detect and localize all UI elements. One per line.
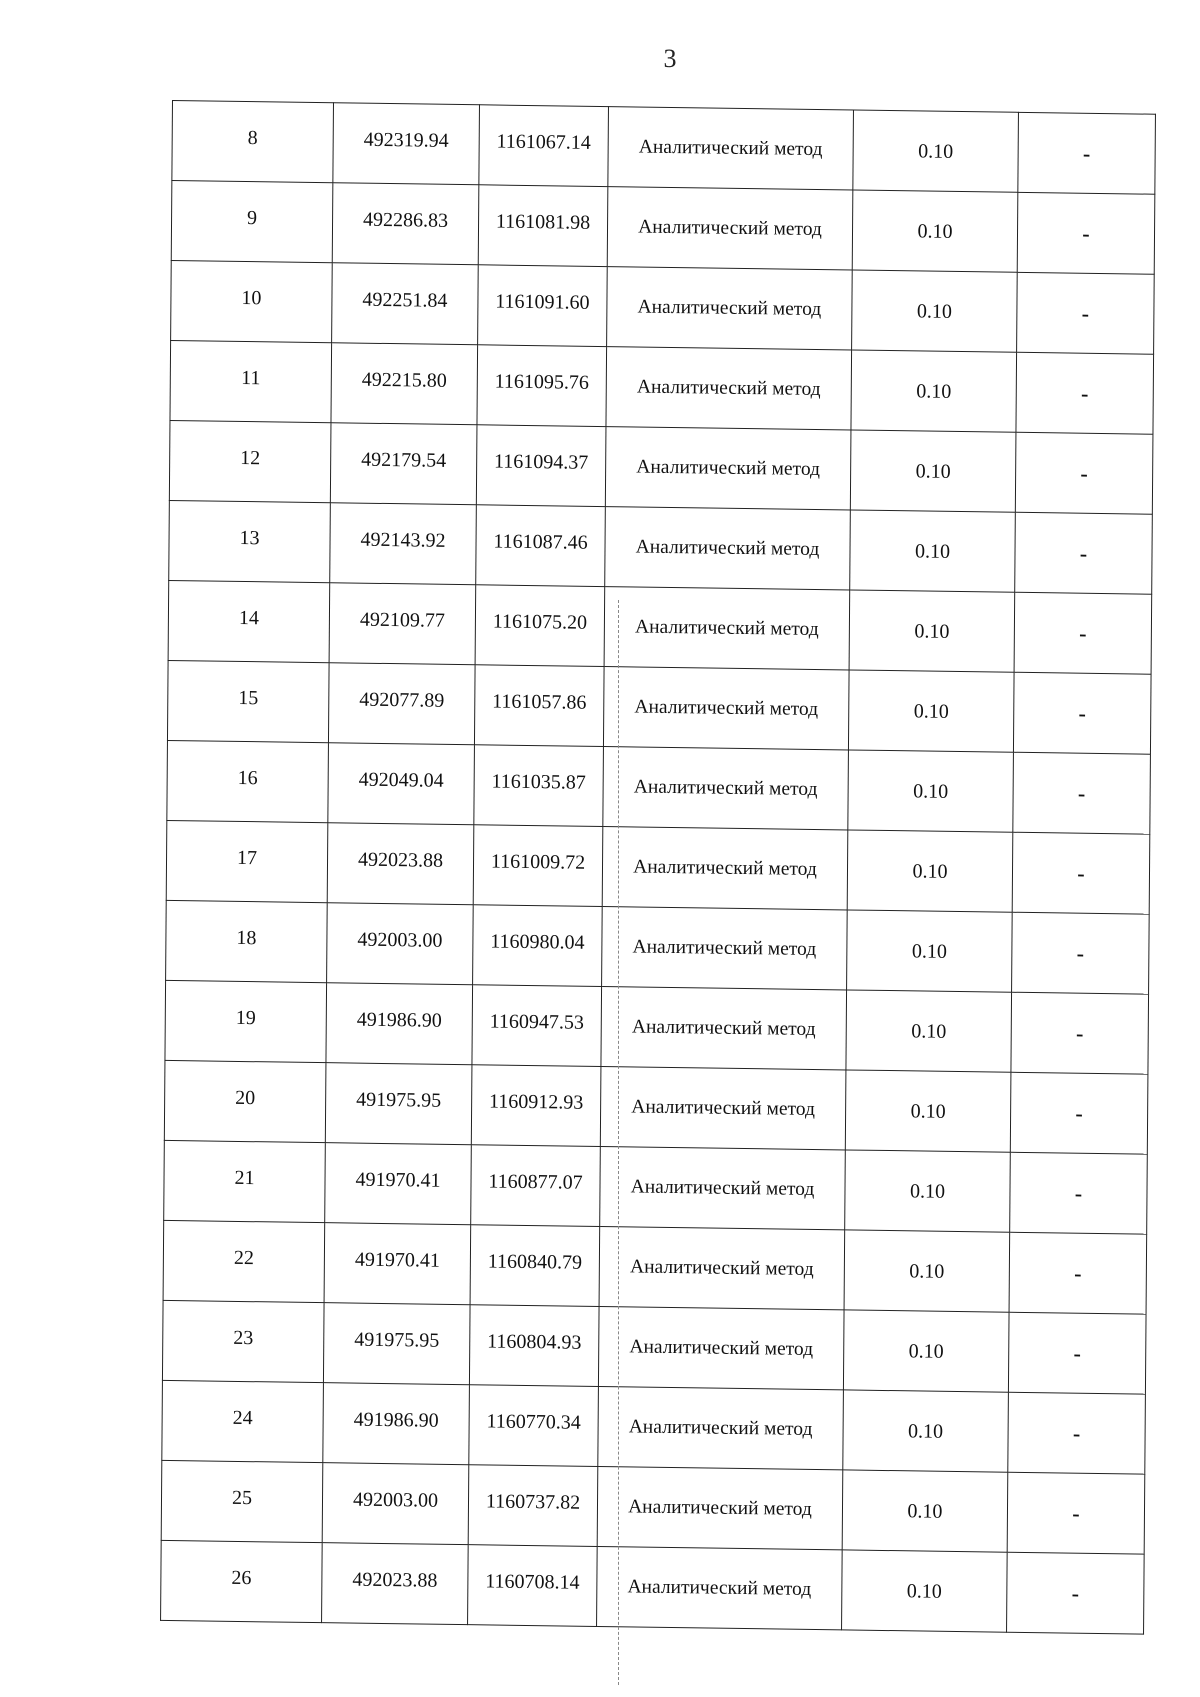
accuracy-cell: 0.10 [845,1070,1011,1152]
accuracy-cell: 0.10 [843,1310,1009,1392]
coord-y-cell: 1161087.46 [476,505,606,587]
coord-y-cell: 1160804.93 [469,1305,599,1387]
point-number-cell: 26 [161,1540,323,1622]
coord-x-cell: 492003.00 [322,1463,469,1545]
description-cell: - [1011,992,1149,1074]
method-cell: Аналитический метод [597,1546,843,1629]
table-row [165,980,1149,1074]
coord-y-cell: 1160840.79 [470,1225,600,1307]
point-number-cell: 21 [164,1140,326,1222]
coord-x-cell: 492179.54 [330,423,477,505]
point-number-cell: 15 [167,660,329,742]
accuracy-cell: 0.10 [849,590,1015,672]
description-cell: - [1010,1072,1148,1154]
coord-y-cell: 1160912.93 [471,1065,601,1147]
coord-y-cell: 1160947.53 [472,985,602,1067]
description-cell: - [1007,1472,1145,1554]
point-number-cell: 19 [165,980,327,1062]
point-number-cell: 12 [169,420,331,502]
table-row [163,1220,1147,1314]
coord-x-cell: 492251.84 [332,263,479,345]
coord-y-cell: 1161081.98 [478,185,608,267]
point-number-cell: 16 [167,740,329,822]
description-cell: - [1014,592,1152,674]
accuracy-cell: 0.10 [850,430,1016,512]
point-number-cell: 14 [168,580,330,662]
description-cell: - [1010,1152,1148,1234]
description-cell: - [1008,1312,1146,1394]
table-row [169,420,1153,514]
table-row [164,1140,1148,1234]
table-row [162,1380,1146,1474]
method-cell: Аналитический метод [607,187,853,270]
method-cell: Аналитический метод [603,667,849,750]
table-row [172,101,1156,195]
table-row [167,740,1151,834]
point-number-cell: 9 [171,181,333,263]
method-cell: Аналитический метод [602,907,848,990]
coord-x-cell: 492049.04 [328,743,475,825]
coord-x-cell: 492319.94 [333,103,480,185]
coord-y-cell: 1161094.37 [476,425,606,507]
table-row [166,820,1150,914]
page-number: 3 [663,44,677,73]
coord-y-cell: 1161035.87 [474,745,604,827]
coord-x-cell: 491970.41 [325,1143,472,1225]
coord-x-cell: 491975.95 [325,1063,472,1145]
coord-y-cell: 1161091.60 [478,265,608,347]
table-row [171,260,1155,354]
method-cell: Аналитический метод [600,1067,846,1150]
accuracy-cell: 0.10 [848,750,1014,832]
description-cell: - [1017,192,1155,274]
coord-x-cell: 492215.80 [331,343,478,425]
point-number-cell: 11 [170,340,332,422]
description-cell: - [1017,272,1155,354]
method-cell: Аналитический метод [599,1227,845,1310]
table-row [166,900,1150,994]
coord-y-cell: 1161095.76 [477,345,607,427]
point-number-cell: 20 [164,1060,326,1142]
table-row [162,1300,1146,1394]
table-row [167,660,1151,754]
accuracy-cell: 0.10 [853,110,1019,192]
accuracy-cell: 0.10 [852,190,1018,272]
accuracy-cell: 0.10 [844,1230,1010,1312]
table-row [161,1540,1145,1634]
table-row [170,340,1154,434]
coord-y-cell: 1161075.20 [475,585,605,667]
point-number-cell: 23 [162,1300,324,1382]
accuracy-cell: 0.10 [842,1550,1008,1632]
method-cell: Аналитический метод [602,827,848,910]
coord-x-cell: 492143.92 [330,503,477,585]
description-cell: - [1018,112,1156,194]
point-number-cell: 13 [169,500,331,582]
description-cell: - [1007,1552,1145,1634]
point-number-cell: 17 [166,820,328,902]
description-cell: - [1016,352,1154,434]
description-cell: - [1008,1392,1146,1474]
coord-y-cell: 1160708.14 [468,1545,598,1627]
coordinates-table-body [161,101,1156,1635]
coord-x-cell: 492109.77 [329,583,476,665]
point-number-cell: 25 [161,1460,323,1542]
scan-artifact-line [618,600,619,1685]
table-row [171,181,1155,275]
point-number-cell: 18 [166,900,328,982]
method-cell: Аналитический метод [605,507,851,590]
coord-x-cell: 491986.90 [323,1383,470,1465]
accuracy-cell: 0.10 [852,270,1018,352]
coordinates-table [160,100,1156,1635]
coord-x-cell: 492003.00 [327,903,474,985]
coord-y-cell: 1161009.72 [473,825,603,907]
coord-y-cell: 1160770.34 [469,1385,599,1467]
method-cell: Аналитический метод [608,107,854,190]
accuracy-cell: 0.10 [851,350,1017,432]
accuracy-cell: 0.10 [845,1150,1011,1232]
point-number-cell: 22 [163,1220,325,1302]
table-row [164,1060,1148,1154]
method-cell: Аналитический метод [598,1307,844,1390]
accuracy-cell: 0.10 [848,670,1014,752]
description-cell: - [1013,752,1151,834]
coord-y-cell: 1160877.07 [471,1145,601,1227]
description-cell: - [1015,512,1153,594]
coord-x-cell: 491970.41 [324,1223,471,1305]
point-number-cell: 24 [162,1380,324,1462]
method-cell: Аналитический метод [598,1386,844,1469]
coord-y-cell: 1160737.82 [468,1465,598,1547]
table-row [161,1460,1145,1554]
method-cell: Аналитический метод [603,747,849,830]
coord-x-cell: 492023.88 [322,1543,469,1625]
method-cell: Аналитический метод [597,1466,843,1549]
description-cell: - [1012,832,1150,914]
description-cell: - [1013,672,1151,754]
accuracy-cell: 0.10 [843,1390,1009,1472]
coord-x-cell: 492286.83 [332,183,479,265]
coord-x-cell: 491975.95 [323,1303,470,1385]
coord-y-cell: 1161057.86 [474,665,604,747]
table-row [168,580,1152,674]
coord-y-cell: 1161067.14 [479,105,609,187]
method-cell: Аналитический метод [607,267,853,350]
table-row [169,500,1153,594]
method-cell: Аналитический метод [606,347,852,430]
method-cell: Аналитический метод [605,427,851,510]
coord-x-cell: 492077.89 [328,663,475,745]
point-number-cell: 10 [171,260,333,342]
description-cell: - [1015,432,1153,514]
coord-y-cell: 1160980.04 [473,905,603,987]
accuracy-cell: 0.10 [847,830,1013,912]
accuracy-cell: 0.10 [846,990,1012,1072]
accuracy-cell: 0.10 [847,910,1013,992]
accuracy-cell: 0.10 [842,1470,1008,1552]
point-number-cell: 8 [172,101,334,183]
coord-x-cell: 491986.90 [326,983,473,1065]
description-cell: - [1009,1232,1147,1314]
accuracy-cell: 0.10 [850,510,1016,592]
method-cell: Аналитический метод [604,587,850,670]
method-cell: Аналитический метод [600,1147,846,1230]
method-cell: Аналитический метод [601,987,847,1070]
coord-x-cell: 492023.88 [327,823,474,905]
description-cell: - [1012,912,1150,994]
